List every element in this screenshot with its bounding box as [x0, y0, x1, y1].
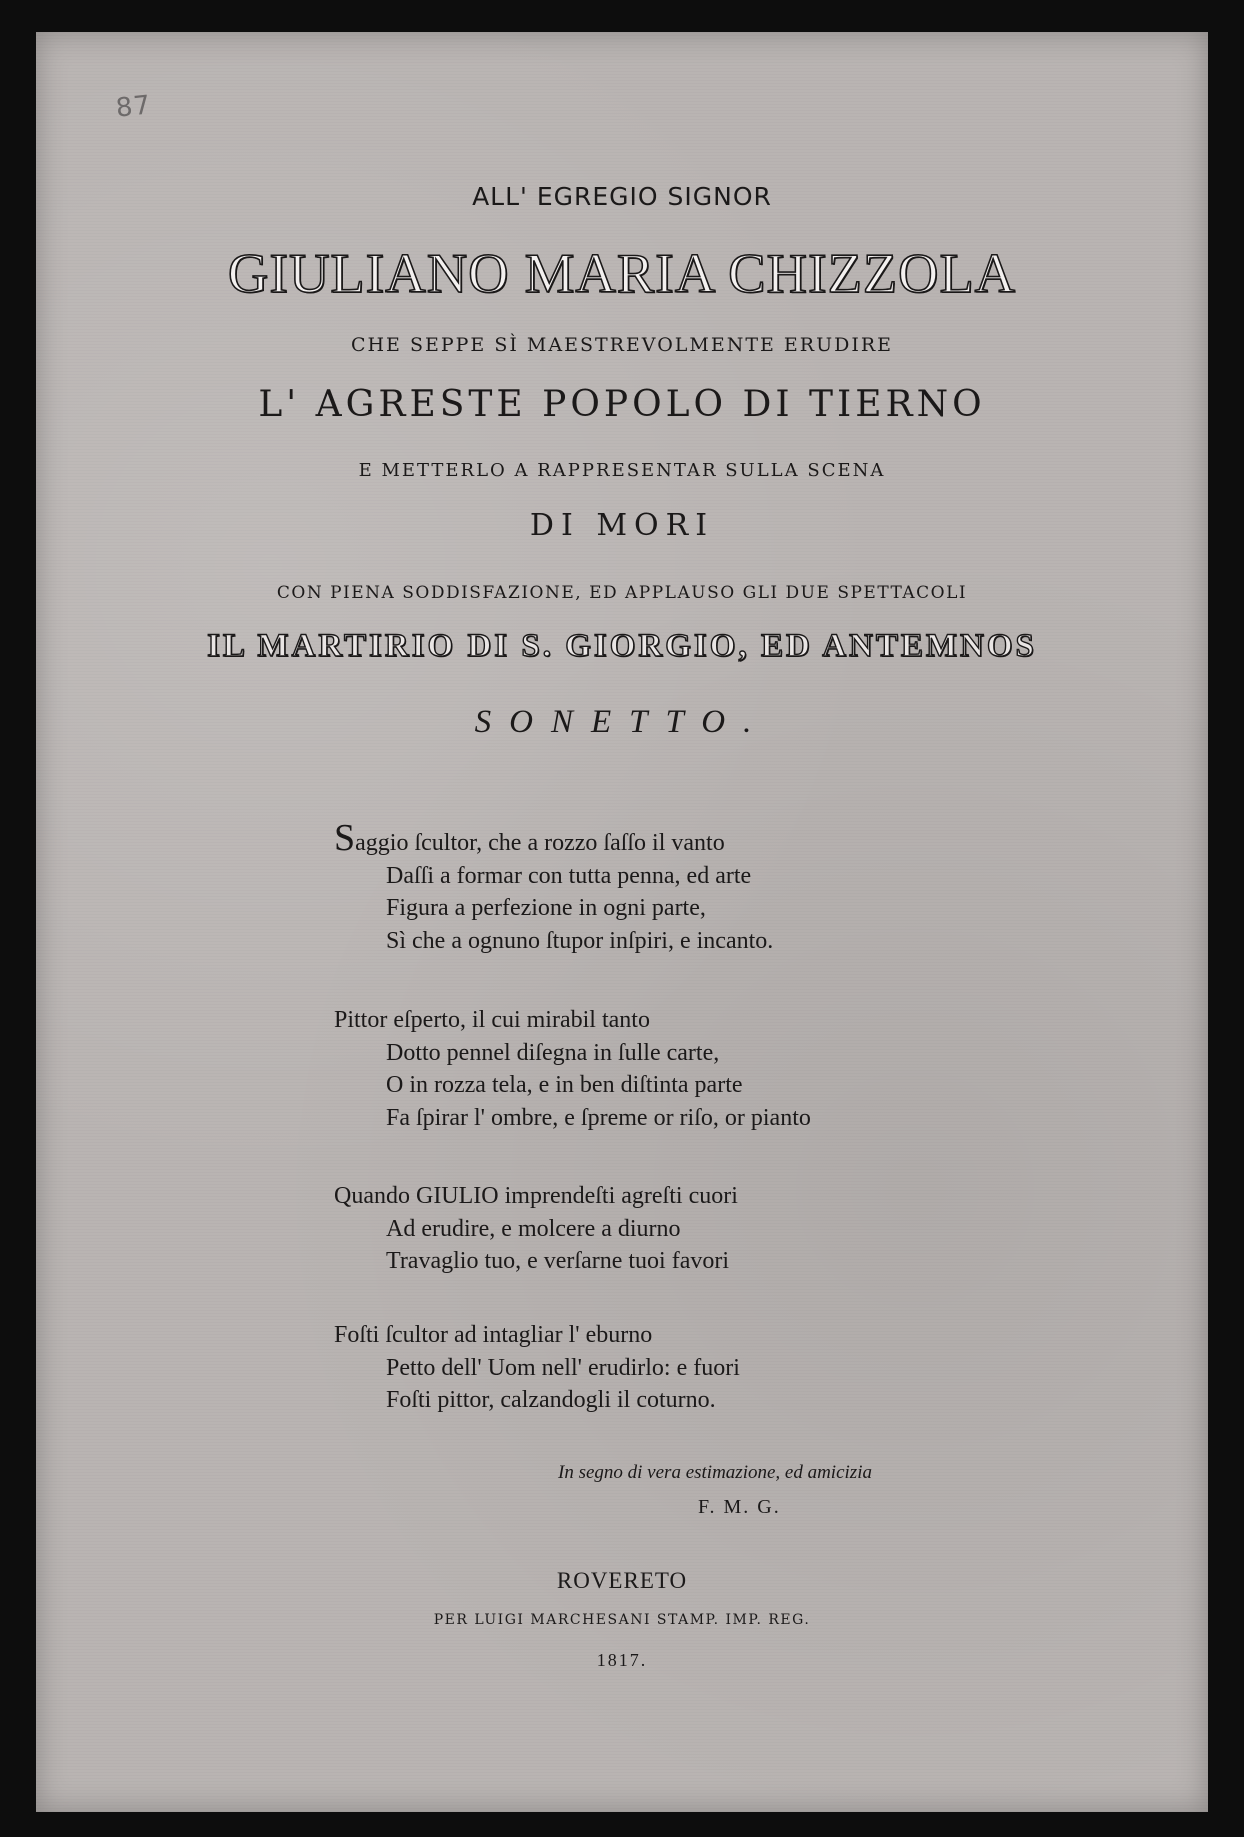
drop-initial: S	[334, 817, 356, 859]
header-line-3: CHE SEPPE SÌ MAESTREVOLMENTE ERUDIRE	[350, 334, 894, 356]
dedication-note: In segno di vera estimazione, ed amicizia	[558, 1462, 872, 1483]
poem-line: Petto dell' Uom nell' erudirlo: e fuori	[386, 1354, 740, 1381]
poem-line: Sì che a ognuno ſtupor inſpiri, e incanto.	[386, 927, 774, 954]
header-line-7: CON PIENA SODDISFAZIONE, ED APPLAUSO GLI DUE SPETTACOLI	[276, 583, 968, 603]
poem-line: O in rozza tela, e in ben diſtinta parte	[386, 1072, 743, 1098]
poem-line: Fa ſpirar l' ombre, e ſpreme or riſo, or pianto	[386, 1104, 811, 1131]
poem-line: Figura a perfezione in ogni parte,	[386, 895, 706, 921]
imprint-printer: PER LUIGI MARCHESANI STAMP. IMP. REG.	[433, 1612, 811, 1628]
stanza-1	[334, 817, 1054, 957]
stanza-2	[334, 1004, 1054, 1134]
poem-line: Pittor eſperto, il cui mirabil tanto	[334, 1007, 650, 1033]
header-line-6: DI MORI	[529, 508, 715, 543]
printed-broadsheet	[36, 32, 1208, 1812]
imprint-place: ROVERETO	[556, 1568, 688, 1593]
poem-line: Ad erudire, e molcere a diurno	[386, 1215, 681, 1242]
sonnet-title: SONETTO.	[474, 704, 770, 740]
stanza-4	[334, 1319, 1054, 1417]
pencil-annotation: 87	[114, 90, 153, 124]
stanza-3	[334, 1180, 1054, 1278]
author-initials: F. M. G.	[698, 1496, 781, 1518]
poem-line: Daſſi a formar con tutta penna, ed arte	[386, 862, 752, 889]
poem-line-text: aggio ſcultor, che a rozzo ſaſſo il vanto	[355, 830, 725, 856]
spectacles-title: IL MARTIRIO DI S. GIORGIO, ED ANTEMNOS	[207, 628, 1037, 664]
imprint-year: 1817.	[596, 1650, 648, 1670]
dedication-heading: ALL' EGREGIO SIGNOR	[472, 182, 772, 211]
header-line-5: E METTERLO A RAPPRESENTAR SULLA SCENA	[358, 460, 886, 481]
poem-line: Foſti pittor, calzandogli il coturno.	[386, 1387, 716, 1413]
poem-line: Foſti ſcultor ad intagliar l' eburno	[334, 1322, 653, 1348]
poem-line: Quando GIULIO imprendeſti agreſti cuori	[334, 1183, 738, 1209]
honoree-name: GIULIANO MARIA CHIZZOLA	[227, 243, 1017, 305]
poem-line: Travaglio tuo, e verſarne tuoi favori	[386, 1248, 730, 1274]
poem-line	[334, 817, 1054, 860]
header-line-4: L' AGRESTE POPOLO DI TIERNO	[258, 384, 986, 425]
poem-line: Dotto pennel diſegna in ſulle carte,	[386, 1039, 720, 1066]
